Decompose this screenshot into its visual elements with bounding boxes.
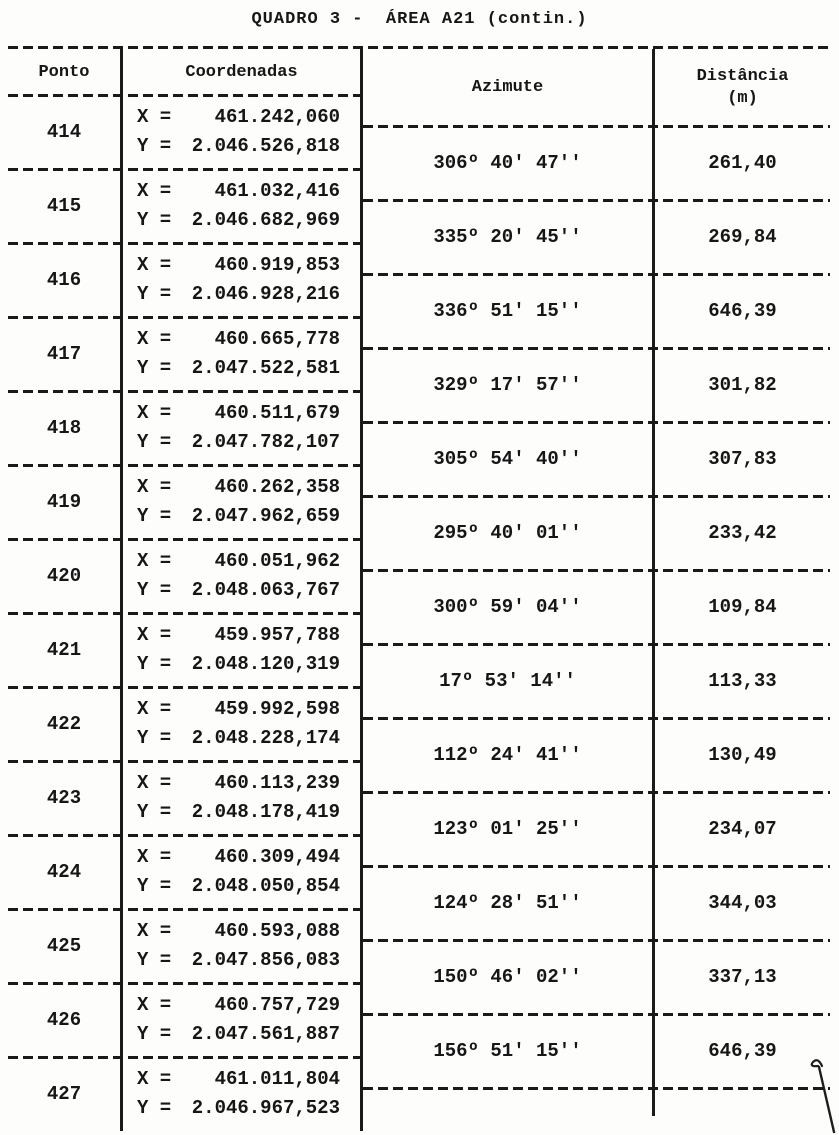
azimute-value: 305º 54' 40'' <box>433 448 582 470</box>
x-label: X = <box>137 920 172 942</box>
x-coordinate-line <box>123 700 360 719</box>
y-label: Y = <box>137 579 172 601</box>
x-coordinate-line <box>123 774 360 793</box>
segment-row <box>363 792 830 866</box>
y-label: Y = <box>137 1097 172 1119</box>
point-row <box>8 391 363 465</box>
azimute-value: 156º 51' 15'' <box>433 1040 582 1062</box>
x-value: 459.957,788 <box>214 624 340 646</box>
x-coordinate-line <box>123 626 360 645</box>
y-coordinate-line <box>123 1099 360 1118</box>
x-coordinate-line <box>123 552 360 571</box>
y-coordinate-line <box>123 359 360 378</box>
y-label: Y = <box>137 949 172 971</box>
point-coordinates <box>120 539 363 613</box>
point-row <box>8 169 363 243</box>
x-value: 460.113,239 <box>214 772 340 794</box>
y-value: 2.048.120,319 <box>191 653 340 675</box>
points-header-row <box>8 49 363 95</box>
x-label: X = <box>137 1068 172 1090</box>
point-coordinates <box>120 243 363 317</box>
distancia-value: 269,84 <box>652 200 830 274</box>
y-coordinate-line <box>123 803 360 822</box>
point-coordinates <box>120 761 363 835</box>
x-label: X = <box>137 328 172 350</box>
distancia-value: 233,42 <box>652 496 830 570</box>
x-label: X = <box>137 846 172 868</box>
segment-row <box>363 422 830 496</box>
y-coordinate-line <box>123 137 360 156</box>
y-coordinate-line <box>123 729 360 748</box>
point-row <box>8 761 363 835</box>
segment-row <box>363 200 830 274</box>
segment-row <box>363 126 830 200</box>
x-coordinate-line <box>123 182 360 201</box>
x-label: X = <box>137 772 172 794</box>
segment-row <box>363 940 830 1014</box>
x-coordinate-line <box>123 922 360 941</box>
y-label: Y = <box>137 875 172 897</box>
y-label: Y = <box>137 1023 172 1045</box>
azimute-value: 329º 17' 57'' <box>433 374 582 396</box>
point-coordinates <box>120 687 363 761</box>
x-label: X = <box>137 106 172 128</box>
y-value: 2.046.526,818 <box>191 135 340 157</box>
segment-row <box>363 570 830 644</box>
x-value: 460.262,358 <box>214 476 340 498</box>
y-label: Y = <box>137 357 172 379</box>
distancia-value: 344,03 <box>652 866 830 940</box>
azimute-value: 336º 51' 15'' <box>433 300 582 322</box>
x-coordinate-line <box>123 108 360 127</box>
point-coordinates <box>120 465 363 539</box>
point-row <box>8 317 363 391</box>
x-label: X = <box>137 180 172 202</box>
distancia-value: 130,49 <box>652 718 830 792</box>
segment-row <box>363 274 830 348</box>
point-row <box>8 243 363 317</box>
pen-stroke-artifact <box>792 1052 839 1135</box>
point-number: 415 <box>46 195 82 217</box>
x-value: 461.032,416 <box>214 180 340 202</box>
ponto-header: Ponto <box>38 62 90 82</box>
point-row <box>8 983 363 1057</box>
survey-table <box>8 46 830 1131</box>
point-number: 423 <box>46 787 82 809</box>
point-number: 414 <box>46 121 82 143</box>
point-row <box>8 1057 363 1131</box>
point-number: 417 <box>46 343 82 365</box>
y-value: 2.047.962,659 <box>191 505 340 527</box>
y-value: 2.048.178,419 <box>191 801 340 823</box>
point-number: 426 <box>46 1009 82 1031</box>
point-row <box>8 835 363 909</box>
point-coordinates <box>120 317 363 391</box>
distancia-value: 109,84 <box>652 570 830 644</box>
azimute-value: 300º 59' 04'' <box>433 596 582 618</box>
x-value: 460.051,962 <box>214 550 340 572</box>
y-value: 2.047.522,581 <box>191 357 340 379</box>
x-value: 460.593,088 <box>214 920 340 942</box>
x-value: 460.919,853 <box>214 254 340 276</box>
segment-row <box>363 866 830 940</box>
y-coordinate-line <box>123 211 360 230</box>
distancia-value: 646,39 <box>652 1014 830 1088</box>
x-label: X = <box>137 254 172 276</box>
segment-row <box>363 496 830 570</box>
azimute-value: 306º 40' 47'' <box>433 152 582 174</box>
y-label: Y = <box>137 431 172 453</box>
y-value: 2.047.856,083 <box>191 949 340 971</box>
y-label: Y = <box>137 727 172 749</box>
y-coordinate-line <box>123 581 360 600</box>
x-coordinate-line <box>123 404 360 423</box>
point-number: 425 <box>46 935 82 957</box>
point-row <box>8 539 363 613</box>
y-coordinate-line <box>123 951 360 970</box>
y-label: Y = <box>137 135 172 157</box>
segments-header-row <box>363 49 830 126</box>
point-row <box>8 465 363 539</box>
distancia-header <box>652 49 830 126</box>
point-coordinates <box>120 835 363 909</box>
point-number: 422 <box>46 713 82 735</box>
segment-column-tail <box>363 1088 830 1116</box>
x-value: 460.511,679 <box>214 402 340 424</box>
y-value: 2.046.928,216 <box>191 283 340 305</box>
x-coordinate-line <box>123 848 360 867</box>
y-value: 2.046.967,523 <box>191 1097 340 1119</box>
x-label: X = <box>137 476 172 498</box>
point-coordinates <box>120 983 363 1057</box>
point-coordinates <box>120 391 363 465</box>
distancia-value: 307,83 <box>652 422 830 496</box>
segment-row <box>363 348 830 422</box>
point-coordinates <box>120 909 363 983</box>
x-label: X = <box>137 994 172 1016</box>
y-label: Y = <box>137 283 172 305</box>
point-coordinates <box>120 95 363 169</box>
azimute-header: Azimute <box>471 78 544 97</box>
y-label: Y = <box>137 801 172 823</box>
x-label: X = <box>137 624 172 646</box>
distancia-value: 337,13 <box>652 940 830 1014</box>
x-value: 461.011,804 <box>214 1068 340 1090</box>
x-label: X = <box>137 550 172 572</box>
x-coordinate-line <box>123 256 360 275</box>
y-label: Y = <box>137 209 172 231</box>
point-number: 416 <box>46 269 82 291</box>
y-coordinate-line <box>123 433 360 452</box>
azimute-value: 335º 20' 45'' <box>433 226 582 248</box>
distancia-header-unit: (m) <box>727 89 758 108</box>
segments-column-group <box>363 49 830 1116</box>
azimute-value: 112º 24' 41'' <box>433 744 582 766</box>
x-value: 460.757,729 <box>214 994 340 1016</box>
y-coordinate-line <box>123 877 360 896</box>
point-coordinates <box>120 169 363 243</box>
segment-row <box>363 1014 830 1088</box>
y-coordinate-line <box>123 655 360 674</box>
distancia-value: 301,82 <box>652 348 830 422</box>
distancia-value: 113,33 <box>652 644 830 718</box>
point-number: 424 <box>46 861 82 883</box>
x-coordinate-line <box>123 1070 360 1089</box>
y-value: 2.047.561,887 <box>191 1023 340 1045</box>
y-coordinate-line <box>123 285 360 304</box>
points-column-group <box>8 49 363 1131</box>
point-number: 419 <box>46 491 82 513</box>
point-row <box>8 613 363 687</box>
x-coordinate-line <box>123 330 360 349</box>
x-value: 460.665,778 <box>214 328 340 350</box>
x-value: 461.242,060 <box>214 106 340 128</box>
x-label: X = <box>137 402 172 424</box>
azimute-value: 17º 53' 14'' <box>439 670 576 692</box>
distancia-header-label: Distância <box>696 67 789 86</box>
point-number: 420 <box>46 565 82 587</box>
x-value: 460.309,494 <box>214 846 340 868</box>
point-number: 418 <box>46 417 82 439</box>
y-label: Y = <box>137 653 172 675</box>
azimute-value: 124º 28' 51'' <box>433 892 582 914</box>
point-row <box>8 909 363 983</box>
distancia-value: 234,07 <box>652 792 830 866</box>
y-value: 2.047.782,107 <box>191 431 340 453</box>
point-number: 421 <box>46 639 82 661</box>
x-value: 459.992,598 <box>214 698 340 720</box>
segment-row <box>363 718 830 792</box>
page-title: QUADRO 3 - ÁREA A21 (contin.) <box>251 10 588 29</box>
distancia-value: 646,39 <box>652 274 830 348</box>
point-row <box>8 687 363 761</box>
segment-row <box>363 644 830 718</box>
coordenadas-header: Coordenadas <box>120 49 363 95</box>
y-label: Y = <box>137 505 172 527</box>
y-value: 2.046.682,969 <box>191 209 340 231</box>
point-number: 427 <box>46 1083 82 1105</box>
x-coordinate-line <box>123 996 360 1015</box>
x-label: X = <box>137 698 172 720</box>
y-value: 2.048.050,854 <box>191 875 340 897</box>
azimute-value: 123º 01' 25'' <box>433 818 582 840</box>
y-value: 2.048.228,174 <box>191 727 340 749</box>
y-value: 2.048.063,767 <box>191 579 340 601</box>
point-coordinates <box>120 613 363 687</box>
x-coordinate-line <box>123 478 360 497</box>
y-coordinate-line <box>123 1025 360 1044</box>
y-coordinate-line <box>123 507 360 526</box>
distancia-value: 261,40 <box>652 126 830 200</box>
point-row <box>8 95 363 169</box>
azimute-value: 295º 40' 01'' <box>433 522 582 544</box>
point-coordinates <box>120 1057 363 1131</box>
azimute-value: 150º 46' 02'' <box>433 966 582 988</box>
